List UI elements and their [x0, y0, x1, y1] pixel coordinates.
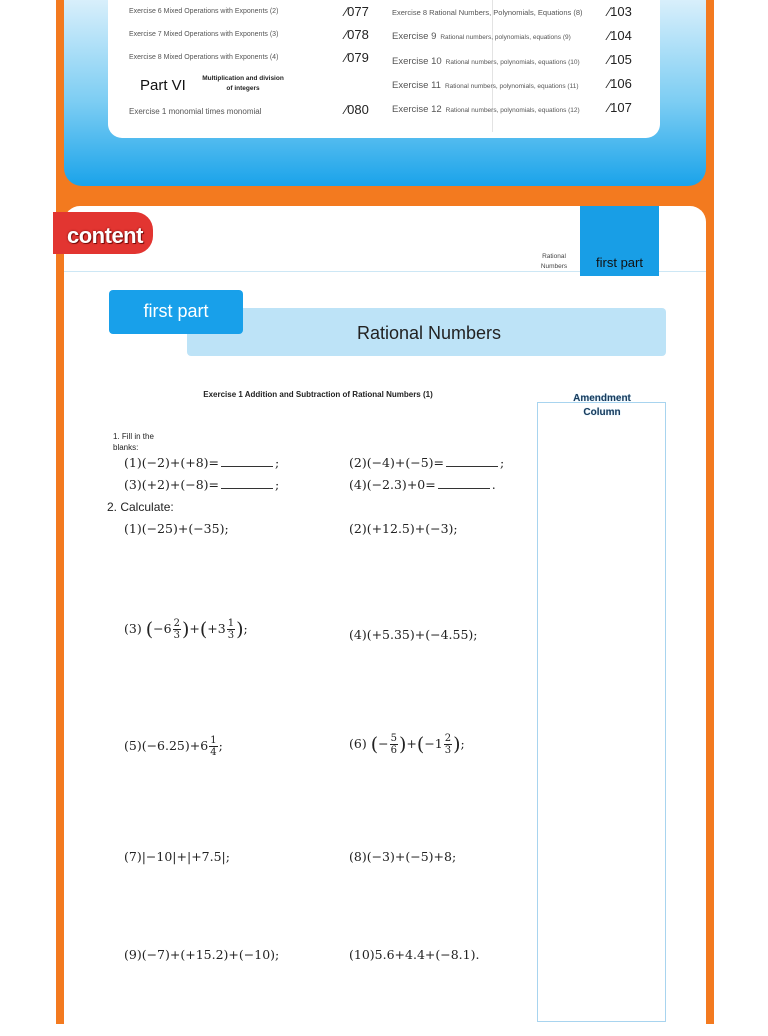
q2-item-1: (1)(−25)+(−35); [124, 521, 229, 536]
content-tab-label: content [67, 223, 143, 248]
toc-part-description: Multiplication and division of integers [202, 75, 284, 92]
q2-item-3: (3) (−6 $\frac{2}{3}$ )+(+3 $\frac{1}{3}$ ); [124, 618, 248, 641]
toc-page-number: ⁄080 [345, 102, 369, 117]
toc-page-number: ⁄107 [608, 100, 632, 115]
section-title: Rational Numbers [356, 323, 502, 343]
toc-page-number: ⁄079 [345, 50, 369, 65]
toc-part-label: Part VI [140, 77, 186, 94]
part-pill [109, 290, 243, 334]
part-pill-label: first part [143, 301, 209, 321]
toc-page-number: ⁄105 [608, 52, 632, 67]
answer-blank[interactable] [221, 478, 273, 489]
toc-entry[interactable]: Exercise 8 Rational Numbers, Polynomials, Equations (8) [392, 8, 583, 17]
q1-item-2: (2)(−4)+(−5)= ; [349, 455, 505, 470]
question-2-label: 2. Calculate: [107, 500, 174, 514]
toc-card [108, 0, 660, 138]
q2-item-6: (6) (− $\frac{5}{6}$ )+(−1 $\frac{2}{3}$ ); [349, 733, 465, 756]
q2-item-10: (10)5.6+4.4+(−8.1). [349, 947, 480, 962]
toc-page-number: ⁄106 [608, 76, 632, 91]
toc-page-number: ⁄103 [608, 4, 632, 19]
amendment-column[interactable] [537, 402, 666, 1022]
fraction: $\frac{2}{3}$ [173, 618, 180, 641]
answer-blank[interactable] [221, 456, 273, 467]
amendment-column-title: Amendment Column [573, 393, 631, 418]
fraction: $\frac{1}{3}$ [227, 618, 235, 641]
toc-entry[interactable]: Exercise 8 Mixed Operations with Exponents (4) [129, 54, 279, 61]
toc-entry[interactable]: Exercise 12 Rational numbers, polynomials, equations (12) [392, 104, 580, 115]
toc-entry[interactable]: Exercise 9 Rational numbers, polynomials, equations (9) [392, 31, 571, 42]
toc-entry[interactable]: Exercise 6 Mixed Operations with Exponents (2) [129, 8, 279, 15]
q1-item-3: (3)(+2)+(−8)= ; [124, 477, 280, 492]
fraction: $\frac{1}{4}$ [210, 735, 217, 758]
content-tab[interactable] [53, 212, 153, 254]
q1-item-4: (4)(−2.3)+0= . [349, 477, 496, 492]
q2-item-9: (9)(−7)+(+15.2)+(−10); [124, 947, 280, 962]
q2-item-8: (8)(−3)+(−5)+8; [349, 849, 457, 864]
answer-blank[interactable] [438, 478, 490, 489]
toc-page-number: ⁄078 [345, 27, 369, 42]
question-1-label: 1. Fill in the blanks: [113, 432, 154, 452]
answer-blank[interactable] [446, 456, 498, 467]
toc-entry[interactable]: Exercise 10 Rational numbers, polynomials, equations (10) [392, 56, 580, 67]
toc-entry[interactable]: Exercise 11 Rational numbers, polynomials, equations (11) [392, 80, 579, 91]
header-part-tab[interactable] [580, 206, 659, 276]
q2-item-2: (2)(+12.5)+(−3); [349, 521, 458, 536]
toc-entry[interactable]: Exercise 1 monomial times monomial [129, 107, 262, 116]
toc-entry[interactable]: Exercise 7 Mixed Operations with Exponents (3) [129, 31, 279, 38]
q2-item-4: (4)(+5.35)+(−4.55); [349, 627, 478, 642]
toc-page-number: ⁄077 [345, 4, 369, 19]
header-part-tab-label: first part [596, 255, 643, 270]
fraction: $\frac{2}{3}$ [444, 733, 452, 756]
fraction: $\frac{5}{6}$ [390, 733, 397, 756]
q2-item-7: (7)|−10|+|+7.5|; [124, 849, 230, 864]
q2-item-5: (5)(−6.25)+6 $\frac{1}{4}$ ; [124, 735, 223, 758]
q1-item-1: (1)(−2)+(+8)= ; [124, 455, 280, 470]
toc-page-number: ⁄104 [608, 28, 632, 43]
exercise-title: Exercise 1 Addition and Subtraction of Rational Numbers (1) [203, 390, 433, 399]
header-chapter-label: Rational Numbers [540, 253, 568, 270]
